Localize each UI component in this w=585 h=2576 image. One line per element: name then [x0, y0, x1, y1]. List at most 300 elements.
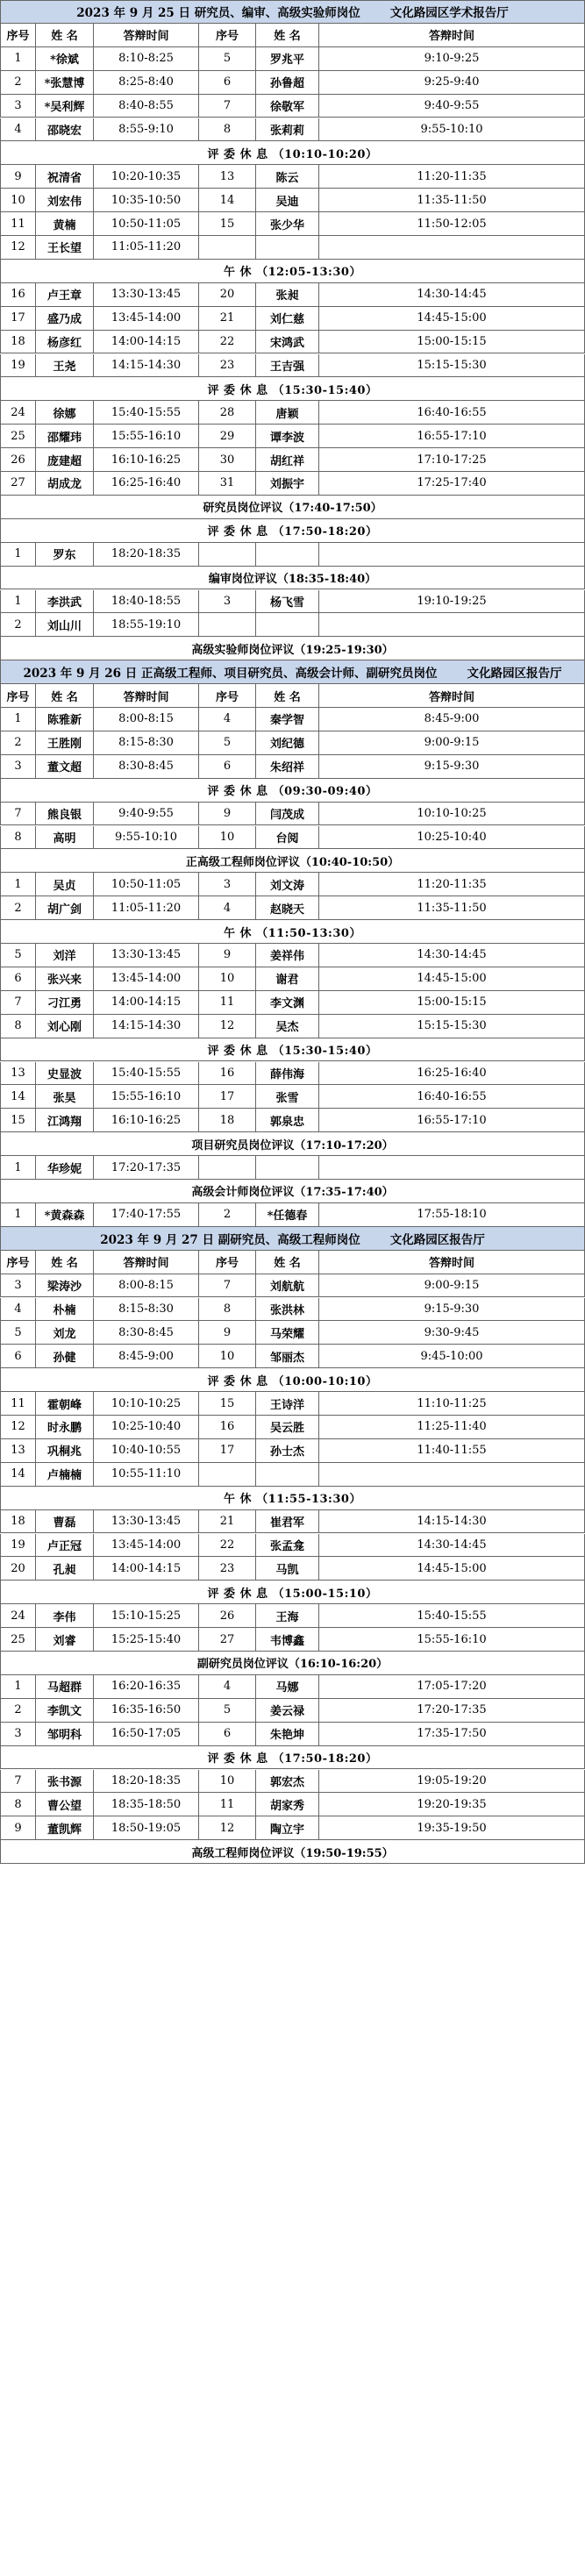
seq-cell — [198, 1463, 255, 1486]
table-row — [0, 1015, 585, 1038]
name-cell: 张兴来 — [35, 967, 93, 990]
seq-cell: 7 — [198, 1274, 255, 1297]
seq-cell: 19 — [0, 1534, 35, 1557]
review-section-label: 高级实验师岗位评议（19:25-19:30） — [0, 637, 585, 660]
time-cell: 19:35-19:50 — [318, 1816, 585, 1839]
seq-cell: 15 — [198, 1392, 255, 1415]
table-row — [0, 1085, 585, 1109]
break-label: 评 委 休 息 （15:00-15:10） — [0, 1581, 585, 1603]
name-cell: 姜祥伟 — [255, 944, 318, 967]
seq-cell: 31 — [198, 472, 255, 495]
name-cell: 张少华 — [255, 212, 318, 235]
name-cell: 曹磊 — [35, 1510, 93, 1533]
time-cell: 17:10-17:25 — [318, 448, 585, 471]
seq-cell: 11 — [198, 991, 255, 1014]
time-cell: 8:40-8:55 — [93, 95, 198, 118]
seq-cell: 27 — [198, 1628, 255, 1651]
table-row — [0, 425, 585, 448]
time-cell: 9:30-9:45 — [318, 1321, 585, 1344]
seq-cell: 6 — [0, 1345, 35, 1367]
time-cell: 13:45-14:00 — [93, 307, 198, 330]
time-header: 答辩时间 — [93, 1251, 198, 1274]
name-cell: 刘振宇 — [255, 472, 318, 495]
name-cell: 王吉强 — [255, 354, 318, 377]
review-section-label: 研究员岗位评议（17:40-17:50） — [0, 496, 585, 518]
name-cell: 李伟 — [35, 1604, 93, 1627]
name-cell: 孙鲁超 — [255, 71, 318, 94]
name-cell: *张慧博 — [35, 71, 93, 94]
break-label: 午 休 （11:55-13:30） — [0, 1487, 585, 1509]
name-cell: 刘洋 — [35, 944, 93, 967]
name-cell: 吴杰 — [255, 1015, 318, 1038]
name-cell: 王长望 — [35, 236, 93, 259]
seq-cell: 12 — [0, 236, 35, 259]
name-cell: 刘纪德 — [255, 731, 318, 754]
time-cell: 16:25-16:40 — [93, 472, 198, 495]
time-cell — [318, 1156, 585, 1179]
time-cell: 10:10-10:25 — [93, 1392, 198, 1415]
day-title — [0, 660, 585, 683]
name-cell: 谭李波 — [255, 425, 318, 447]
seq-cell: 4 — [198, 896, 255, 919]
venue-text: 文化路园区报告厅 — [467, 667, 562, 681]
seq-cell: 9 — [198, 944, 255, 967]
time-cell: 14:00-14:15 — [93, 331, 198, 353]
seq-cell: 26 — [0, 448, 35, 471]
seq-cell: 8 — [0, 1793, 35, 1816]
time-header: 答辩时间 — [318, 1251, 585, 1274]
seq-cell: 23 — [198, 354, 255, 377]
seq-cell: 15 — [0, 1109, 35, 1131]
time-cell: 11:25-11:40 — [318, 1416, 585, 1438]
time-cell: 9:45-10:00 — [318, 1345, 585, 1367]
review-section-row — [0, 1180, 585, 1203]
time-cell: 8:55-9:10 — [93, 118, 198, 141]
seq-header: 序号 — [198, 684, 255, 707]
seq-cell: 3 — [198, 590, 255, 613]
time-cell: 17:20-17:35 — [93, 1156, 198, 1179]
time-cell: 8:10-8:25 — [93, 47, 198, 70]
seq-cell: 7 — [0, 803, 35, 825]
time-cell: 15:40-15:55 — [93, 1062, 198, 1085]
break-row — [0, 260, 585, 283]
name-cell: 姜云禄 — [255, 1699, 318, 1722]
table-row — [0, 1109, 585, 1132]
seq-cell: 11 — [0, 1392, 35, 1415]
time-cell: 15:55-16:10 — [318, 1628, 585, 1651]
seq-cell: 1 — [0, 47, 35, 70]
seq-cell: 18 — [198, 1109, 255, 1131]
break-label: 午 休 （11:50-13:30） — [0, 920, 585, 943]
table-row — [0, 543, 585, 567]
seq-cell: 17 — [0, 307, 35, 330]
time-cell: 18:20-18:35 — [93, 543, 198, 566]
table-row — [0, 1699, 585, 1723]
break-row — [0, 920, 585, 944]
seq-cell: 14 — [0, 1085, 35, 1108]
seq-cell: 2 — [0, 731, 35, 754]
table-row — [0, 590, 585, 614]
time-cell: 17:25-17:40 — [318, 472, 585, 495]
table-row — [0, 755, 585, 779]
time-cell: 9:55-10:10 — [318, 118, 585, 141]
seq-cell: 7 — [198, 95, 255, 118]
table-row — [0, 1062, 585, 1086]
name-cell — [255, 613, 318, 636]
time-cell: 17:40-17:55 — [93, 1203, 198, 1226]
seq-cell: 11 — [0, 212, 35, 235]
seq-cell: 7 — [0, 991, 35, 1014]
time-cell: 16:55-17:10 — [318, 425, 585, 447]
name-cell: 卢正冠 — [35, 1534, 93, 1557]
name-cell: 徐娜 — [35, 401, 93, 424]
time-cell: 14:15-14:30 — [318, 1510, 585, 1533]
name-cell: 李凯文 — [35, 1699, 93, 1722]
time-cell: 9:40-9:55 — [93, 803, 198, 825]
seq-cell: 16 — [198, 1062, 255, 1085]
seq-cell: 4 — [198, 1675, 255, 1698]
day-title-text: 2023 年 9 月 25 日 研究员、编审、高级实验师岗位 — [76, 6, 360, 21]
table-row — [0, 803, 585, 826]
time-cell: 11:40-11:55 — [318, 1439, 585, 1462]
name-cell: 薛伟海 — [255, 1062, 318, 1085]
time-cell: 14:45-15:00 — [318, 307, 585, 330]
break-row — [0, 1487, 585, 1510]
seq-cell: 10 — [198, 826, 255, 849]
seq-cell: 2 — [0, 71, 35, 94]
seq-cell: 10 — [198, 1345, 255, 1367]
name-header: 姓 名 — [35, 24, 93, 46]
name-cell: 吴迪 — [255, 189, 318, 211]
time-cell: 9:10-9:25 — [318, 47, 585, 70]
seq-cell: 21 — [198, 307, 255, 330]
time-cell: 15:15-15:30 — [318, 354, 585, 377]
name-cell: 王尧 — [35, 354, 93, 377]
seq-cell: 13 — [0, 1439, 35, 1462]
table-row — [0, 165, 585, 189]
time-cell: 8:00-8:15 — [93, 708, 198, 731]
seq-cell: 10 — [198, 1770, 255, 1793]
seq-cell: 17 — [198, 1085, 255, 1108]
seq-cell: 24 — [0, 401, 35, 424]
name-cell: *徐斌 — [35, 47, 93, 70]
time-cell: 9:15-9:30 — [318, 755, 585, 778]
seq-cell: 12 — [198, 1015, 255, 1038]
time-header: 答辩时间 — [318, 684, 585, 707]
seq-cell: 23 — [198, 1557, 255, 1580]
name-cell: 陈雅新 — [35, 708, 93, 731]
time-cell: 18:35-18:50 — [93, 1793, 198, 1816]
time-cell: 16:20-16:35 — [93, 1675, 198, 1698]
day-title-text: 2023 年 9 月 27 日 副研究员、高级工程师岗位 — [100, 1232, 360, 1247]
seq-cell: 18 — [0, 331, 35, 353]
seq-header: 序号 — [0, 1251, 35, 1274]
seq-cell: 25 — [0, 425, 35, 447]
name-cell: 梁涛沙 — [35, 1274, 93, 1297]
name-header: 姓 名 — [35, 1251, 93, 1274]
time-cell: 8:25-8:40 — [93, 71, 198, 94]
table-row — [0, 472, 585, 496]
time-cell: 8:15-8:30 — [93, 731, 198, 754]
table-row — [0, 448, 585, 472]
break-label: 评 委 休 息 （17:50-18:20） — [0, 519, 585, 542]
time-cell: 11:05-11:20 — [93, 896, 198, 919]
table-row — [0, 283, 585, 307]
day-title-text: 2023 年 9 月 26 日 正高级工程师、项目研究员、高级会计师、副研究员岗位 — [23, 667, 438, 681]
table-row — [0, 1463, 585, 1487]
seq-cell: 5 — [198, 731, 255, 754]
table-row — [0, 118, 585, 142]
time-cell — [318, 1463, 585, 1486]
time-cell: 16:50-17:05 — [93, 1723, 198, 1745]
name-cell: 唐颖 — [255, 401, 318, 424]
seq-cell: 1 — [0, 543, 35, 566]
review-section-row — [0, 1652, 585, 1675]
time-cell: 14:45-15:00 — [318, 1557, 585, 1580]
seq-cell: 3 — [0, 95, 35, 118]
name-cell: 刘仁慈 — [255, 307, 318, 330]
table-row — [0, 47, 585, 71]
seq-cell: 16 — [198, 1416, 255, 1438]
time-cell: 8:45-9:00 — [93, 1345, 198, 1367]
time-header: 答辩时间 — [93, 684, 198, 707]
name-cell: 朴楠 — [35, 1298, 93, 1321]
name-cell: 闫茂成 — [255, 803, 318, 825]
seq-cell: 19 — [0, 354, 35, 377]
seq-cell: 14 — [198, 189, 255, 211]
name-cell: 高明 — [35, 826, 93, 849]
name-cell: 李洪武 — [35, 590, 93, 613]
name-cell: 谢君 — [255, 967, 318, 990]
seq-cell: 1 — [0, 590, 35, 613]
seq-cell: 5 — [0, 944, 35, 967]
venue-text: 文化路园区学术报告厅 — [389, 6, 509, 21]
name-cell: 王诗洋 — [255, 1392, 318, 1415]
time-cell: 16:10-16:25 — [93, 448, 198, 471]
table-header-row — [0, 24, 585, 47]
name-header: 姓 名 — [255, 1251, 318, 1274]
time-cell: 18:50-19:05 — [93, 1816, 198, 1839]
name-cell: 祝清省 — [35, 165, 93, 188]
name-cell — [255, 1463, 318, 1486]
break-row — [0, 779, 585, 803]
table-header-row — [0, 684, 585, 708]
name-cell — [255, 543, 318, 566]
time-cell: 14:30-14:45 — [318, 283, 585, 306]
seq-cell: 4 — [198, 708, 255, 731]
table-row — [0, 1203, 585, 1227]
name-header: 姓 名 — [35, 684, 93, 707]
seq-cell: 30 — [198, 448, 255, 471]
table-row — [0, 71, 585, 95]
time-cell: 8:15-8:30 — [93, 1298, 198, 1321]
time-cell: 15:55-16:10 — [93, 1085, 198, 1108]
name-cell: 赵晓天 — [255, 896, 318, 919]
table-row — [0, 991, 585, 1015]
name-cell: 崔君军 — [255, 1510, 318, 1533]
name-cell: 曹公望 — [35, 1793, 93, 1816]
table-row — [0, 1628, 585, 1652]
name-cell: 胡广剑 — [35, 896, 93, 919]
time-cell: 11:50-12:05 — [318, 212, 585, 235]
time-cell: 16:40-16:55 — [318, 1085, 585, 1108]
seq-header: 序号 — [0, 684, 35, 707]
review-section-row — [0, 849, 585, 873]
time-cell: 10:40-10:55 — [93, 1439, 198, 1462]
seq-cell: 5 — [198, 47, 255, 70]
time-cell: 11:35-11:50 — [318, 189, 585, 211]
seq-cell: 13 — [0, 1062, 35, 1085]
time-cell: 8:00-8:15 — [93, 1274, 198, 1297]
table-row — [0, 1416, 585, 1439]
seq-cell: 9 — [0, 1816, 35, 1839]
name-cell: 王海 — [255, 1604, 318, 1627]
break-label: 评 委 休 息 （10:10-10:20） — [0, 141, 585, 164]
name-cell: 卢楠楠 — [35, 1463, 93, 1486]
name-cell: 秦学智 — [255, 708, 318, 731]
seq-cell: 7 — [0, 1770, 35, 1793]
time-cell: 9:25-9:40 — [318, 71, 585, 94]
name-cell: 庞建超 — [35, 448, 93, 471]
table-row — [0, 1604, 585, 1628]
seq-cell — [198, 1156, 255, 1179]
review-section-label: 高级工程师岗位评议（19:50-19:55） — [0, 1840, 585, 1863]
time-cell: 16:35-16:50 — [93, 1699, 198, 1722]
table-row — [0, 1770, 585, 1794]
table-row — [0, 236, 585, 260]
name-cell: 张洪林 — [255, 1298, 318, 1321]
seq-cell: 14 — [0, 1463, 35, 1486]
table-row — [0, 1392, 585, 1416]
table-row — [0, 873, 585, 896]
name-cell: 巩桐兆 — [35, 1439, 93, 1462]
day-title-row — [0, 1227, 585, 1251]
name-cell: 张昊 — [35, 1085, 93, 1108]
name-cell: 郭宏杰 — [255, 1770, 318, 1793]
review-section-label: 副研究员岗位评议（16:10-16:20） — [0, 1652, 585, 1674]
time-cell: 17:20-17:35 — [318, 1699, 585, 1722]
table-row — [0, 1557, 585, 1581]
time-cell: 9:00-9:15 — [318, 731, 585, 754]
seq-cell: 3 — [0, 1723, 35, 1745]
time-cell: 10:20-10:35 — [93, 165, 198, 188]
table-row — [0, 967, 585, 991]
review-section-row — [0, 637, 585, 660]
break-label: 评 委 休 息 （10:00-10:10） — [0, 1368, 585, 1391]
seq-cell: 8 — [198, 1298, 255, 1321]
time-cell: 16:10-16:25 — [93, 1109, 198, 1131]
time-cell: 17:55-18:10 — [318, 1203, 585, 1226]
name-cell: 邹丽杰 — [255, 1345, 318, 1367]
name-cell: 邵耀玮 — [35, 425, 93, 447]
seq-cell: 6 — [198, 1723, 255, 1745]
time-cell: 10:25-10:40 — [318, 826, 585, 849]
day-title-row — [0, 0, 585, 24]
seq-cell: 1 — [0, 873, 35, 896]
table-row — [0, 944, 585, 967]
name-cell: 盛乃成 — [35, 307, 93, 330]
table-row — [0, 1675, 585, 1699]
day-title — [0, 1227, 585, 1250]
time-cell: 15:55-16:10 — [93, 425, 198, 447]
time-cell: 13:45-14:00 — [93, 1534, 198, 1557]
name-header: 姓 名 — [255, 684, 318, 707]
name-cell: 朱绍祥 — [255, 755, 318, 778]
seq-cell: 6 — [198, 755, 255, 778]
name-cell: 台阅 — [255, 826, 318, 849]
review-section-label: 高级会计师岗位评议（17:35-17:40） — [0, 1180, 585, 1202]
time-cell: 18:20-18:35 — [93, 1770, 198, 1793]
table-row — [0, 1345, 585, 1368]
table-row — [0, 731, 585, 755]
name-cell: 刘航航 — [255, 1274, 318, 1297]
seq-cell: 2 — [0, 1699, 35, 1722]
table-row — [0, 826, 585, 850]
time-cell: 16:40-16:55 — [318, 401, 585, 424]
time-cell — [318, 236, 585, 259]
break-row — [0, 377, 585, 401]
name-cell: 邵晓宏 — [35, 118, 93, 141]
time-cell: 19:10-19:25 — [318, 590, 585, 613]
table-row — [0, 1298, 585, 1322]
name-cell: 胡红祥 — [255, 448, 318, 471]
name-cell: 张孟龛 — [255, 1534, 318, 1557]
name-cell: 陈云 — [255, 165, 318, 188]
seq-cell: 22 — [198, 1534, 255, 1557]
table-row — [0, 1156, 585, 1180]
seq-cell: 25 — [0, 1628, 35, 1651]
seq-cell: 15 — [198, 212, 255, 235]
name-cell: 罗兆平 — [255, 47, 318, 70]
seq-cell: 2 — [198, 1203, 255, 1226]
review-section-label: 项目研究员岗位评议（17:10-17:20） — [0, 1132, 585, 1155]
break-label: 午 休 （12:05-13:30） — [0, 260, 585, 282]
seq-cell: 1 — [0, 1675, 35, 1698]
time-cell: 10:10-10:25 — [318, 803, 585, 825]
break-row — [0, 1368, 585, 1392]
seq-cell: 28 — [198, 401, 255, 424]
seq-cell: 9 — [0, 165, 35, 188]
name-cell: 刁江勇 — [35, 991, 93, 1014]
name-cell: 卢王章 — [35, 283, 93, 306]
time-cell: 15:00-15:15 — [318, 331, 585, 353]
name-cell: 张书源 — [35, 1770, 93, 1793]
time-cell: 14:45-15:00 — [318, 967, 585, 990]
seq-cell: 12 — [198, 1816, 255, 1839]
seq-cell: 24 — [0, 1604, 35, 1627]
name-cell: 刘宏伟 — [35, 189, 93, 211]
name-cell: 孙健 — [35, 1345, 93, 1367]
name-cell: 张昶 — [255, 283, 318, 306]
seq-cell: 9 — [198, 803, 255, 825]
table-row — [0, 307, 585, 331]
time-cell: 9:55-10:10 — [93, 826, 198, 849]
time-cell: 17:05-17:20 — [318, 1675, 585, 1698]
seq-cell: 2 — [0, 896, 35, 919]
seq-cell — [198, 543, 255, 566]
name-cell: 马荣耀 — [255, 1321, 318, 1344]
table-row — [0, 1274, 585, 1298]
name-cell: *吴利辉 — [35, 95, 93, 118]
review-section-label: 正高级工程师岗位评议（10:40-10:50） — [0, 849, 585, 872]
time-cell: 14:00-14:15 — [93, 1557, 198, 1580]
time-cell: 15:40-15:55 — [93, 401, 198, 424]
table-row — [0, 331, 585, 354]
name-cell: 陶立宇 — [255, 1816, 318, 1839]
seq-cell: 9 — [198, 1321, 255, 1344]
seq-header: 序号 — [198, 24, 255, 46]
seq-cell: 6 — [198, 71, 255, 94]
